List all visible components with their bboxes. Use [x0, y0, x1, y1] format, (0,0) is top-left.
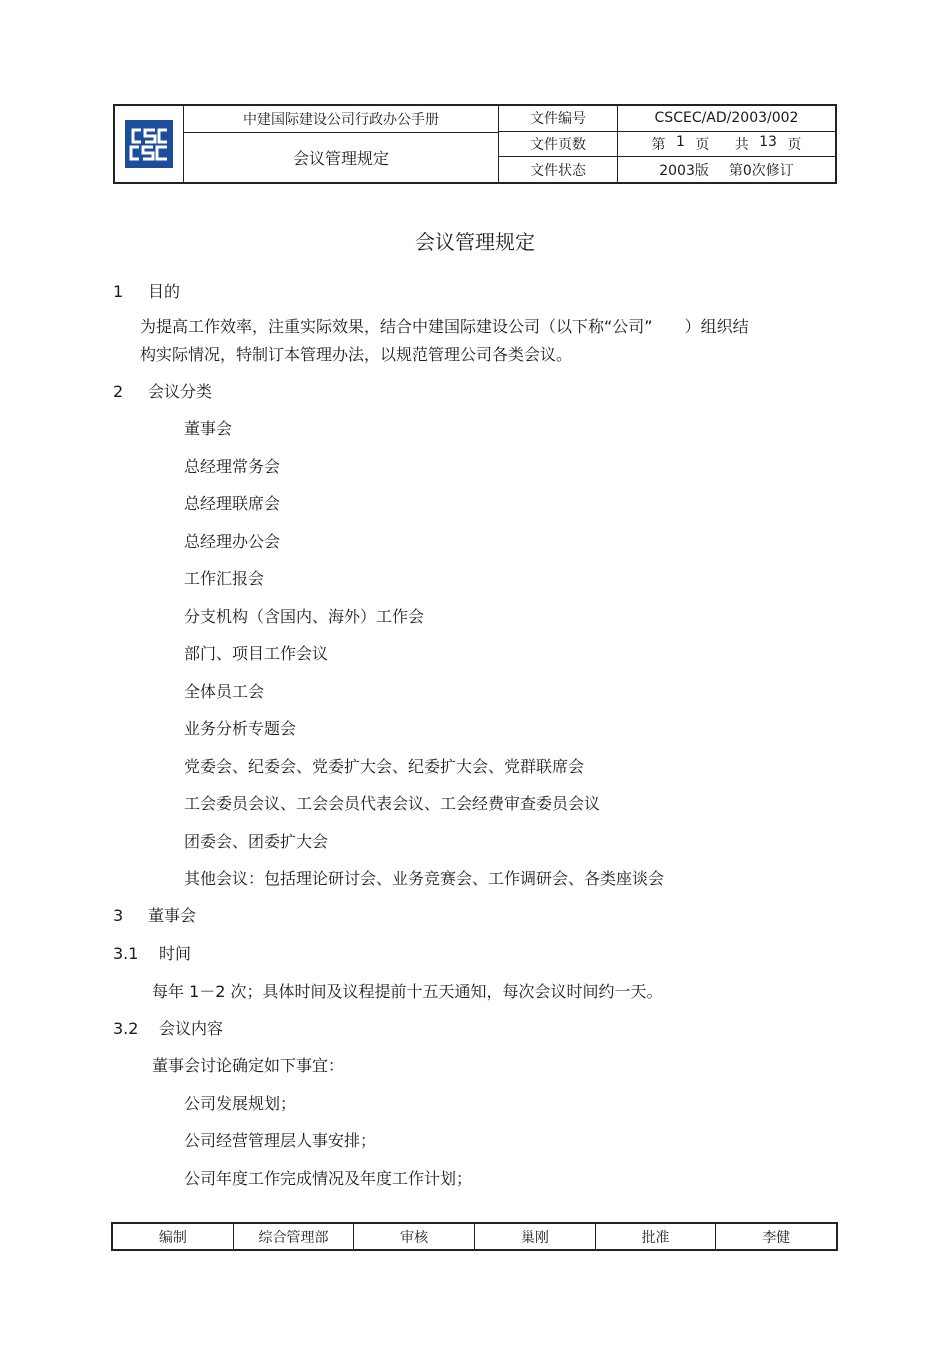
label-page-count: 文件页数 [499, 132, 617, 158]
header-title-column [184, 106, 499, 182]
logo-cell [115, 106, 184, 182]
document-header-table [113, 104, 837, 184]
section-number: 3.2 [113, 1019, 139, 1038]
list-item: 部门、项目工作会议 [184, 644, 329, 663]
list-item: 总经理办公会 [184, 532, 281, 551]
label-doc-number: 文件编号 [499, 106, 617, 132]
section-3-1-text: 每年 1－2 次；具体时间及议程提前十五天通知，每次会议时间约一天。 [152, 982, 663, 1001]
list-item: 总经理常务会 [184, 457, 281, 476]
approval-footer-table [111, 1222, 838, 1251]
paragraph-line: 为提高工作效率，注重实际效果，结合中建国际建设公司（以下称“公司” ）组织结 [140, 317, 749, 336]
cscec-logo [125, 120, 173, 168]
revision: 第0次修订 [728, 162, 794, 179]
list-item: 分支机构（含国内、海外）工作会 [184, 607, 425, 626]
section-title: 会议分类 [148, 382, 213, 401]
page-unit: 页 [695, 137, 710, 153]
list-item: 业务分析专题会 [184, 719, 297, 738]
doc-status [618, 157, 835, 182]
footer-value-reviewed: 巢刚 [475, 1224, 596, 1249]
header-value-column [618, 106, 835, 182]
edition: 2003版 [659, 162, 709, 179]
page-prefix: 第 [651, 137, 666, 153]
doc-number: CSCEC/AD/2003/002 [618, 106, 835, 132]
list-item: 团委会、团委扩大会 [184, 832, 329, 851]
section-number: 1 [113, 282, 124, 301]
footer-label-reviewed: 审核 [354, 1224, 475, 1249]
section-number: 2 [113, 382, 124, 401]
paragraph-line: 构实际情况，特制订本管理办法，以规范管理公司各类会议。 [140, 345, 573, 364]
section-title: 目的 [148, 282, 181, 301]
list-item: 其他会议：包括理论研讨会、业务竞赛会、工作调研会、各类座谈会 [184, 869, 665, 888]
section-title: 时间 [159, 944, 192, 963]
footer-value-compiled: 综合管理部 [234, 1224, 355, 1249]
cscec-logo-mark [125, 120, 173, 168]
page-title: 会议管理规定 [415, 230, 535, 254]
section-3-1-heading [113, 941, 191, 964]
label-doc-status: 文件状态 [530, 162, 586, 179]
header-label-column [499, 106, 618, 182]
list-item: 工会委员会议、工会会员代表会议、工会经费审查委员会议 [184, 794, 601, 813]
section-3-2-text: 董事会讨论确定如下事宜： [152, 1056, 345, 1075]
section-3-2-heading [113, 1016, 223, 1039]
list-item: 公司经营管理层人事安排； [184, 1131, 377, 1150]
section-2-heading [113, 379, 212, 402]
list-item: 总经理联席会 [184, 494, 281, 513]
list-item: 党委会、纪委会、党委扩大会、纪委扩大会、党群联席会 [184, 757, 585, 776]
section-number: 3 [113, 906, 124, 925]
page-count [618, 132, 835, 158]
list-item: 公司发展规划； [184, 1094, 297, 1113]
page-total-unit: 页 [787, 137, 802, 153]
section-1-paragraph [140, 313, 840, 369]
list-item: 公司年度工作完成情况及年度工作计划； [184, 1169, 473, 1188]
list-item: 工作汇报会 [184, 569, 265, 588]
section-3-heading [113, 903, 196, 926]
section-title: 会议内容 [159, 1019, 224, 1038]
manual-title: 中建国际建设公司行政办公手册 [184, 106, 498, 133]
footer-label-approved: 批准 [596, 1224, 717, 1249]
section-number: 3.1 [113, 944, 139, 963]
page-total: 13 [759, 134, 777, 150]
page-total-prefix: 共 [734, 137, 749, 153]
list-item: 全体员工会 [184, 682, 265, 701]
footer-value-approved: 李健 [762, 1229, 791, 1246]
page-current: 1 [675, 134, 685, 150]
section-title: 董事会 [148, 906, 197, 925]
section-1-heading [113, 279, 180, 302]
footer-label-compiled: 编制 [113, 1224, 234, 1249]
doc-title: 会议管理规定 [292, 149, 389, 168]
list-item: 董事会 [184, 419, 233, 438]
